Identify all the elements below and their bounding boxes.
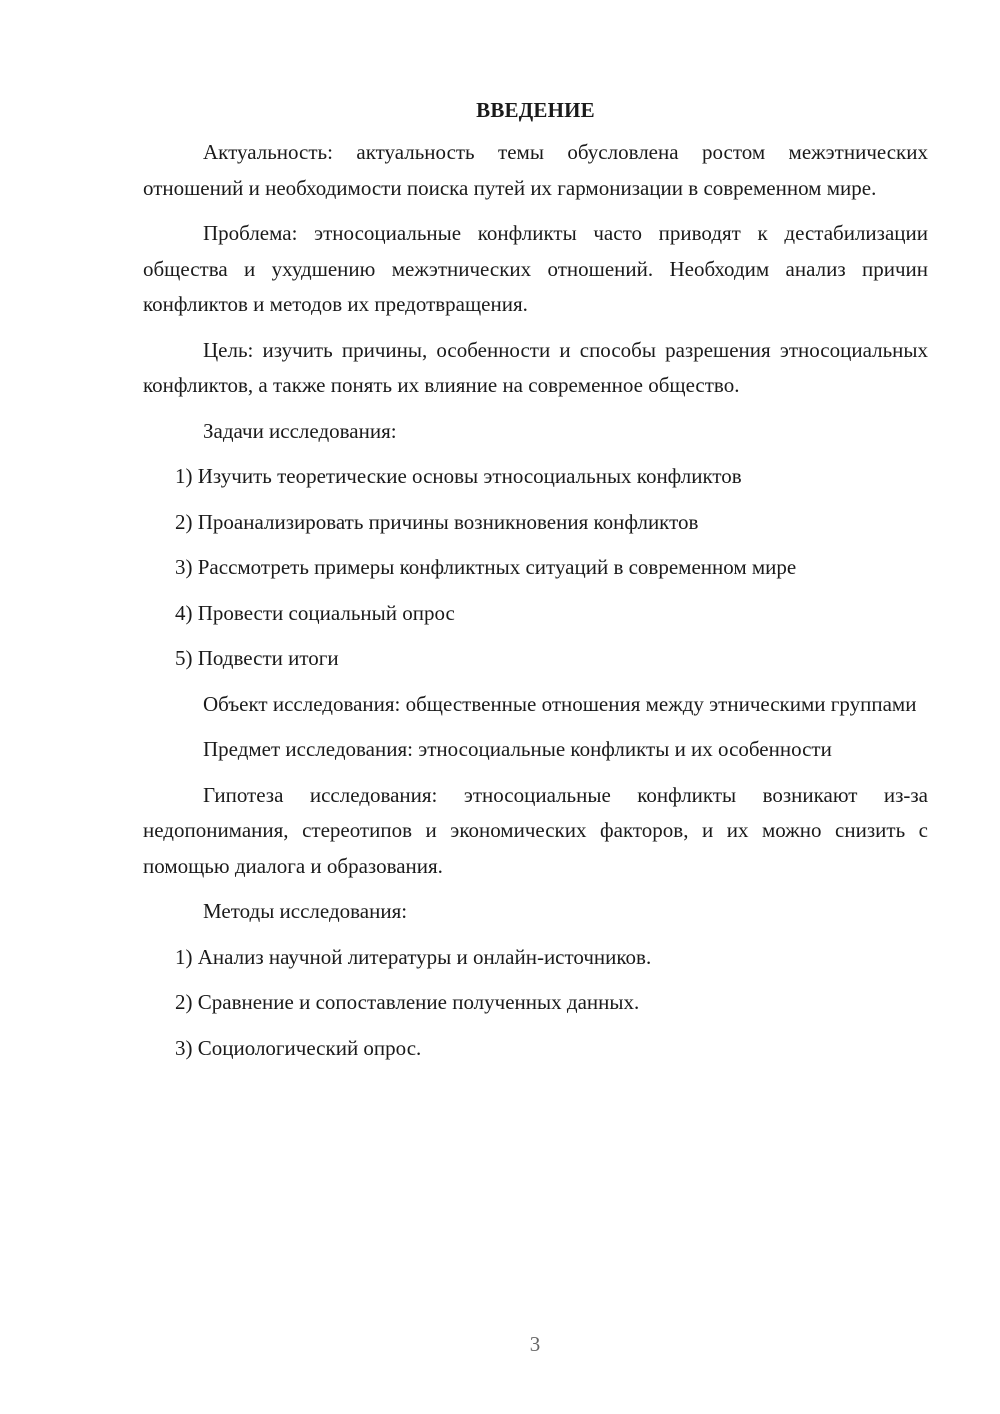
tasks-heading: Задачи исследования: — [203, 418, 397, 443]
goal-paragraph: Цель: изучить причины, особенности и способы разрешения этносоциальных конфликтов, а также понять их влияние на современное общество. — [143, 337, 928, 397]
relevance-paragraph: Актуальность: актуальность темы обусловлена ростом межэтнических отношений и необходимости поиска путей их гармонизации в современном мире. — [143, 140, 928, 200]
list-item: 1) Изучить теоретические основы этносоциальных конфликтов — [175, 464, 742, 488]
list-item: 4) Провести социальный опрос — [175, 600, 455, 625]
list-item: 3) Социологический опрос. — [175, 1035, 422, 1060]
list-item: 5) Подвести итоги — [175, 646, 339, 670]
list-item: 1) Анализ научной литературы и онлайн-источников. — [175, 944, 652, 969]
list-item: 2) Сравнение и сопоставление полученных данных. — [175, 990, 640, 1014]
page-number: 3 — [529, 1332, 541, 1356]
tasks-list — [143, 459, 928, 677]
object-paragraph: Объект исследования: общественные отношения между этническими группами — [203, 691, 917, 716]
document-page — [143, 92, 928, 1076]
hypothesis-paragraph: Гипотеза исследования: этносоциальные конфликты возникают из-за недопонимания, стереотипов и экономических факторов, и их можно снизить с помощью диалога и образования. — [143, 782, 928, 878]
list-item: 3) Рассмотреть примеры конфликтных ситуаций в современном мире — [175, 555, 797, 579]
methods-list — [143, 940, 928, 1067]
problem-paragraph: Проблема: этносоциальные конфликты часто приводят к дестабилизации общества и ухудшению межэтнических отношений. Необходим анализ причин конфликтов и методов их предотвращения. — [143, 221, 928, 316]
page-title: ВВЕДЕНИЕ — [476, 98, 595, 122]
list-item: 2) Проанализировать причины возникновения конфликтов — [175, 509, 699, 534]
methods-heading: Методы исследования: — [203, 899, 408, 923]
subject-paragraph: Предмет исследования: этносоциальные конфликты и их особенности — [203, 737, 832, 761]
